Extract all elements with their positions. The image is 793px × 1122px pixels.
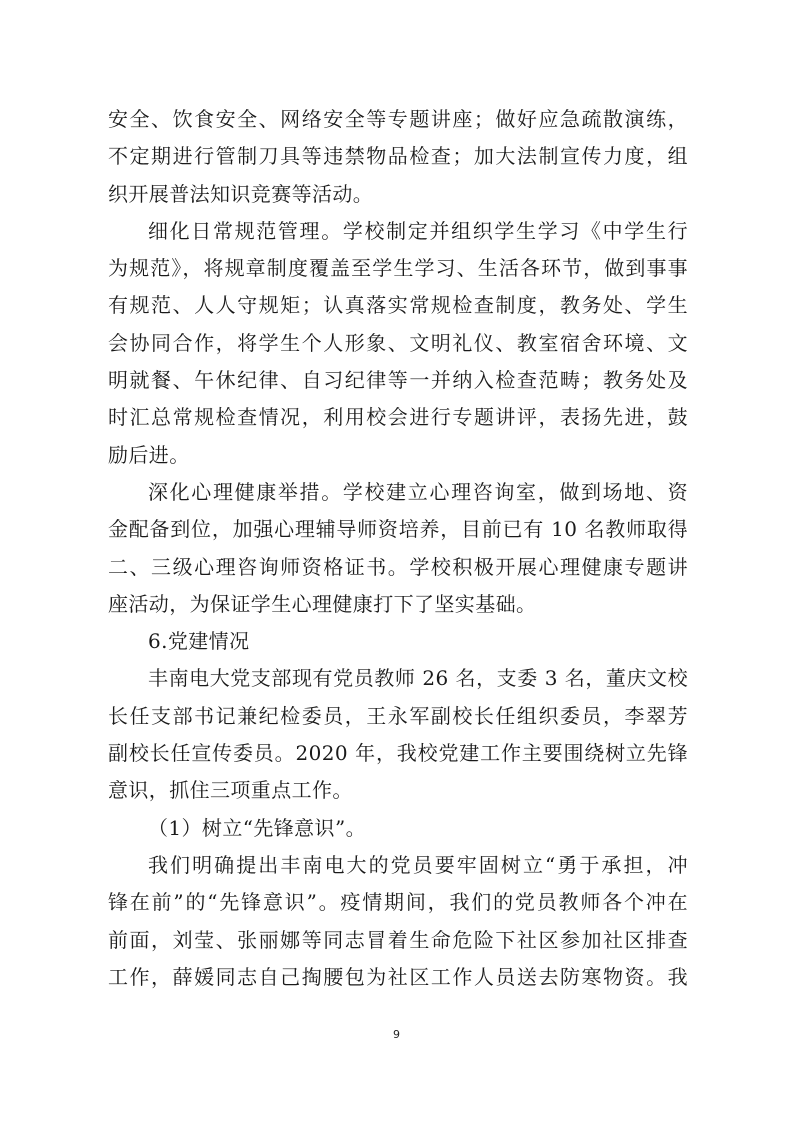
text-line: 深化心理健康举措。学校建立心理咨询室，做到场地、资 [148, 479, 688, 504]
text-line: 会协同合作，将学生个人形象、文明礼仪、教室宿舍环境、文 [108, 330, 688, 355]
text-line: 金配备到位，加强心理辅导师资培养，目前已有 10 名教师取得 [108, 517, 688, 542]
text-line: 二、三级心理咨询师资格证书。学校积极开展心理健康专题讲 [108, 554, 688, 579]
text-line: 不定期进行管制刀具等违禁物品检查；加大法制宣传力度，组 [108, 144, 688, 169]
text-line: 时汇总常规检查情况，利用校会进行专题讲评，表扬先进，鼓 [108, 405, 688, 430]
text-line: 工作，薛媛同志自己掏腰包为社区工作人员送去防寒物资。我 [108, 964, 688, 989]
text-line: 前面，刘莹、张丽娜等同志冒着生命危险下社区参加社区排查 [108, 927, 688, 952]
paragraph-sub-heading [108, 810, 688, 847]
text-line: （1）树立“先锋意识”。 [148, 815, 366, 840]
body-text [108, 101, 688, 996]
text-line: 副校长任宣传委员。2020 年，我校党建工作主要围绕树立先锋 [108, 741, 688, 766]
text-line: 有规范、人人守规矩；认真落实常规检查制度，教务处、学生 [108, 293, 688, 318]
text-line: 细化日常规范管理。学校制定并组织学生学习《中学生行 [148, 218, 688, 243]
page-number: 9 [393, 1028, 400, 1041]
text-line: 安全、饮食安全、网络安全等专题讲座；做好应急疏散演练， [108, 107, 688, 131]
text-line: 意识，抓住三项重点工作。 [108, 778, 353, 803]
text-line: 明就餐、午休纪律、自习纪律等一并纳入检查范畴；教务处及 [108, 368, 688, 393]
text-line: 长任支部书记兼纪检委员，王永军副校长任组织委员，李翠芳 [108, 703, 688, 728]
text-line: 我们明确提出丰南电大的党员要牢固树立“勇于承担，冲 [148, 852, 688, 877]
paragraph-mental-health [108, 474, 688, 623]
text-line: 锋在前”的“先锋意识”。疫情期间，我们的党员教师各个冲在 [108, 890, 688, 915]
paragraph-daily-management [108, 213, 688, 474]
text-line: 为规范》，将规章制度覆盖至学生学习、生活各环节，做到事事 [108, 256, 688, 281]
text-line: 织开展普法知识竞赛等活动。 [108, 181, 374, 206]
paragraph-safety-continued [108, 101, 688, 213]
text-line: 6.党建情况 [148, 629, 250, 654]
paragraph-section-heading [108, 623, 688, 660]
text-line: 丰南电大党支部现有党员教师 26 名，支委 3 名，董庆文校 [148, 666, 688, 691]
paragraph-pioneer [108, 847, 688, 996]
text-line: 励后进。 [108, 442, 190, 467]
paragraph-party-branch [108, 660, 688, 809]
text-line: 座活动，为保证学生心理健康打下了坚实基础。 [108, 591, 537, 616]
